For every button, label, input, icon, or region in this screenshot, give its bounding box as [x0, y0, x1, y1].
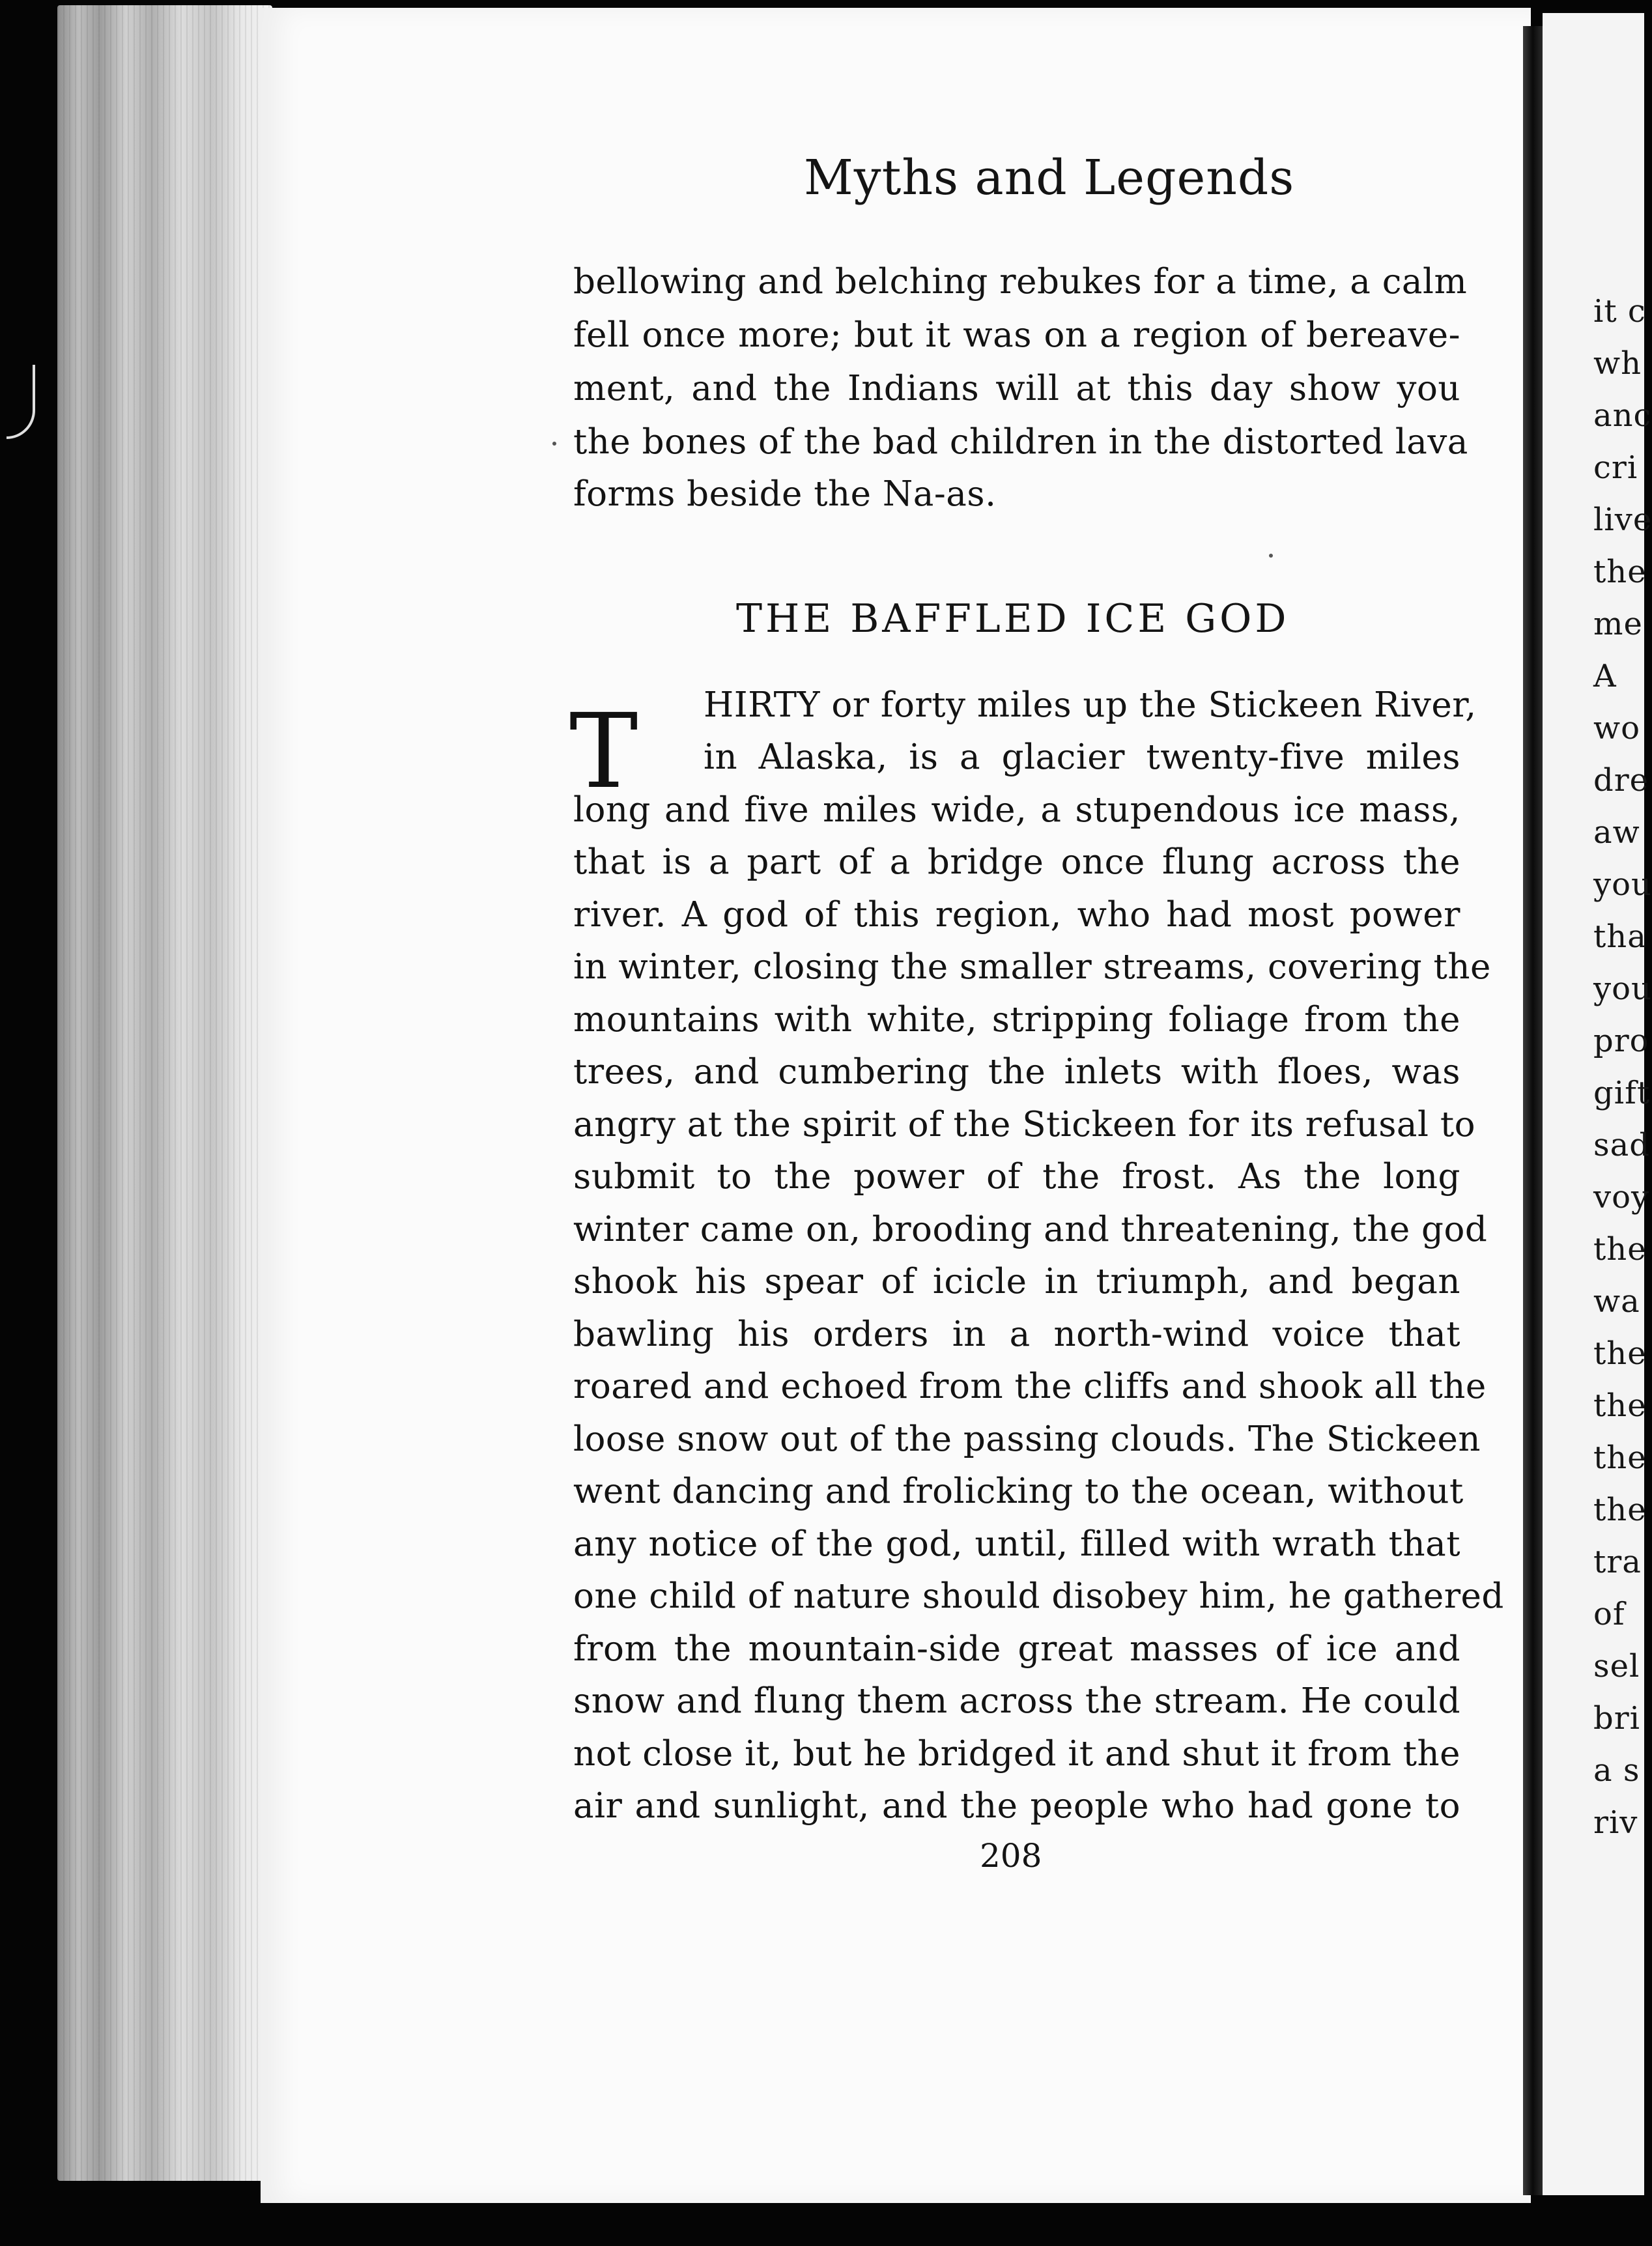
- facing-page-fragment: tha: [1593, 918, 1647, 955]
- facing-page-fragment: dre: [1593, 762, 1649, 799]
- text-line: from the mountain-side great masses of ice and: [573, 1629, 1460, 1669]
- speck: [1269, 554, 1273, 558]
- text-line: that is a part of a bridge once flung across the: [573, 842, 1460, 882]
- facing-page-fragment: aw: [1593, 814, 1640, 851]
- facing-page-fragment: bri: [1593, 1700, 1641, 1737]
- facing-page-fragment: me: [1593, 606, 1643, 642]
- binding-mark: [7, 365, 35, 439]
- facing-page-fragment: the: [1593, 1335, 1647, 1372]
- text-line: forms beside the Na-as.: [573, 474, 997, 514]
- facing-page-fragment: the: [1593, 1387, 1647, 1424]
- facing-page-fragment: A: [1593, 658, 1617, 694]
- text-line: not close it, but he bridged it and shut it from the: [573, 1734, 1460, 1774]
- facing-page-fragment: a s: [1593, 1752, 1640, 1789]
- facing-page-fragment: you: [1593, 866, 1652, 903]
- facing-page-fragment: sel: [1593, 1648, 1640, 1684]
- facing-page-fragment: live: [1593, 502, 1652, 538]
- drop-cap: T: [569, 692, 638, 812]
- running-head: Myths and Legends: [804, 150, 1295, 206]
- text-line: loose snow out of the passing clouds. The Stickeen: [573, 1419, 1481, 1459]
- text-line: the bones of the bad children in the distorted lava: [573, 422, 1468, 462]
- page-number: 208: [980, 1837, 1042, 1875]
- facing-page-fragment: you: [1593, 971, 1652, 1007]
- book-gutter: [1523, 26, 1543, 2195]
- facing-page-fragment: the: [1593, 554, 1647, 590]
- text-line: in winter, closing the smaller streams, covering the: [573, 947, 1491, 987]
- facing-page-fragment: pro: [1593, 1023, 1649, 1059]
- facing-page-fragment: anc: [1593, 397, 1652, 434]
- text-line: in Alaska, is a glacier twenty-five miles: [704, 737, 1460, 777]
- facing-page-fragment: gift: [1593, 1075, 1651, 1111]
- facing-page-fragment: the: [1593, 1231, 1647, 1268]
- text-line: fell once more; but it was on a region of bereave-: [573, 315, 1460, 355]
- text-line: long and five miles wide, a stupendous ice mass,: [573, 790, 1460, 830]
- text-line: went dancing and frolicking to the ocean, without: [573, 1471, 1464, 1511]
- text-line: snow and flung them across the stream. He could: [573, 1681, 1460, 1721]
- facing-page-fragment: voy: [1593, 1179, 1650, 1215]
- facing-page-fragment: riv: [1593, 1804, 1638, 1841]
- facing-page-fragment: it c: [1593, 293, 1646, 330]
- speck: [552, 442, 556, 446]
- facing-page-fragment: of: [1593, 1596, 1625, 1632]
- text-line: winter came on, brooding and threatening, the god: [573, 1210, 1488, 1249]
- text-line: bellowing and belching rebukes for a time, a calm: [573, 262, 1468, 302]
- text-line: shook his spear of icicle in triumph, and began: [573, 1262, 1460, 1301]
- text-line: submit to the power of the frost. As the long: [573, 1157, 1460, 1197]
- text-line: one child of nature should disobey him, he gathered: [573, 1576, 1504, 1616]
- text-line: ment, and the Indians will at this day show you: [573, 369, 1460, 408]
- text-line: HIRTY or forty miles up the Stickeen River,: [704, 685, 1477, 725]
- text-line: roared and echoed from the cliffs and shook all the: [573, 1367, 1487, 1406]
- text-line: angry at the spirit of the Stickeen for its refusal to: [573, 1105, 1476, 1144]
- facing-page: [1543, 13, 1652, 2195]
- facing-page-fragment: cri: [1593, 449, 1638, 486]
- text-line: bawling his orders in a north-wind voice that: [573, 1315, 1460, 1354]
- page-edges: [57, 5, 272, 2181]
- text-line: trees, and cumbering the inlets with floes, was: [573, 1052, 1460, 1092]
- facing-page-fragment: wa: [1593, 1283, 1640, 1320]
- facing-page-fragment: wh: [1593, 345, 1642, 382]
- text-line: any notice of the god, until, filled with wrath that: [573, 1524, 1460, 1564]
- facing-page-fragment: the: [1593, 1492, 1647, 1528]
- text-line: river. A god of this region, who had most power: [573, 895, 1460, 935]
- facing-page-fragment: sad: [1593, 1127, 1650, 1163]
- facing-page-fragment: the: [1593, 1440, 1647, 1476]
- facing-page-fragment: tra: [1593, 1544, 1642, 1580]
- facing-page-fragment: wo: [1593, 710, 1640, 746]
- text-line: mountains with white, stripping foliage from the: [573, 1000, 1460, 1040]
- text-line: air and sunlight, and the people who had gone to: [573, 1786, 1460, 1826]
- section-title: THE BAFFLED ICE GOD: [736, 596, 1290, 642]
